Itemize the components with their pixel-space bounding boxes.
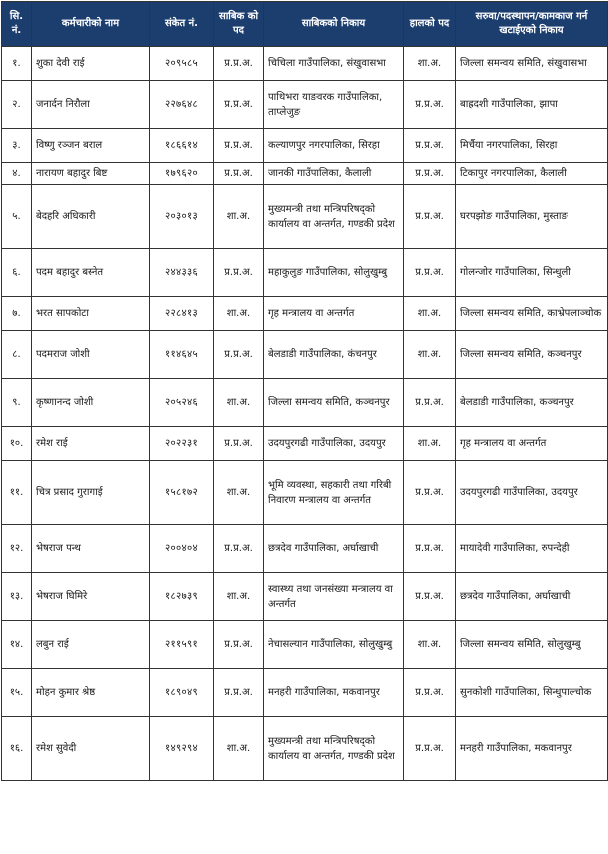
employee-name-cell: लबुन राई xyxy=(32,621,150,669)
serial-cell: ३. xyxy=(2,129,32,163)
old-post-cell: शा.अ. xyxy=(214,379,264,427)
old-office-cell: उदयपुरगढी गाउँपालिका, उदयपुर xyxy=(264,427,404,461)
table-header-row xyxy=(2,2,608,47)
new-post-cell: प्र.प्र.अ. xyxy=(404,249,456,297)
code-cell: १८२७३९ xyxy=(150,573,214,621)
header-new-office: सरुवा/पदस्थापन/कामकाज गर्न खटाईएको निकाय xyxy=(456,2,608,47)
old-post-cell: प्र.प्र.अ. xyxy=(214,427,264,461)
employee-name-cell: बेदहरि अधिकारी xyxy=(32,185,150,249)
old-post-cell: शा.अ. xyxy=(214,297,264,331)
employee-name-cell: मोहन कुमार श्रेष्ठ xyxy=(32,669,150,717)
old-post-cell: प्र.प्र.अ. xyxy=(214,81,264,129)
old-office-cell: कल्याणपुर नगरपालिका, सिरहा xyxy=(264,129,404,163)
new-post-cell: शा.अ. xyxy=(404,297,456,331)
new-post-cell: शा.अ. xyxy=(404,47,456,81)
old-post-cell: शा.अ. xyxy=(214,461,264,525)
header-old-office: साबिकको निकाय xyxy=(264,2,404,47)
new-post-cell: प्र.प्र.अ. xyxy=(404,461,456,525)
new-post-cell: शा.अ. xyxy=(404,331,456,379)
new-office-cell: जिल्ला समन्वय समिति, सोलुखुम्बु xyxy=(456,621,608,669)
new-office-cell: मिर्चैया नगरपालिका, सिरहा xyxy=(456,129,608,163)
code-cell: २००४०४ xyxy=(150,525,214,573)
serial-cell: १४. xyxy=(2,621,32,669)
old-office-cell: जिल्ला समन्वय समिति, कञ्चनपुर xyxy=(264,379,404,427)
old-office-cell: बेलडाडी गाउँपालिका, कंचनपुर xyxy=(264,331,404,379)
old-office-cell: नेचासल्यान गाउँपालिका, सोलुखुम्बु xyxy=(264,621,404,669)
table-row xyxy=(2,129,608,163)
old-office-cell: गृह मन्त्रालय वा अन्तर्गत xyxy=(264,297,404,331)
old-post-cell: शा.अ. xyxy=(214,573,264,621)
employee-name-cell: जनार्दन निरौला xyxy=(32,81,150,129)
new-post-cell: प्र.प्र.अ. xyxy=(404,379,456,427)
serial-cell: १६. xyxy=(2,717,32,781)
employee-name-cell: भरत सापकोटा xyxy=(32,297,150,331)
code-cell: ११४६४५ xyxy=(150,331,214,379)
new-post-cell: प्र.प्र.अ. xyxy=(404,525,456,573)
code-cell: १४९२९४ xyxy=(150,717,214,781)
new-office-cell: जिल्ला समन्वय समिति, संखुवासभा xyxy=(456,47,608,81)
header-serial: सि. नं. xyxy=(2,2,32,47)
transfer-table xyxy=(1,1,608,781)
new-post-cell: प्र.प्र.अ. xyxy=(404,81,456,129)
new-office-cell: मनहरी गाउँपालिका, मकवानपुर xyxy=(456,717,608,781)
employee-name-cell: पदम बहादुर बस्नेत xyxy=(32,249,150,297)
old-post-cell: प्र.प्र.अ. xyxy=(214,525,264,573)
new-post-cell: प्र.प्र.अ. xyxy=(404,669,456,717)
old-post-cell: प्र.प्र.अ. xyxy=(214,669,264,717)
new-post-cell: प्र.प्र.अ. xyxy=(404,185,456,249)
header-new-post: हालको पद xyxy=(404,2,456,47)
serial-cell: १३. xyxy=(2,573,32,621)
table-row xyxy=(2,525,608,573)
employee-name-cell: विष्णु रञ्जन बराल xyxy=(32,129,150,163)
old-office-cell: मनहरी गाउँपालिका, मकवानपुर xyxy=(264,669,404,717)
employee-name-cell: चित्र प्रसाद गुरागाई xyxy=(32,461,150,525)
serial-cell: ५. xyxy=(2,185,32,249)
code-cell: २०२२३१ xyxy=(150,427,214,461)
serial-cell: १०. xyxy=(2,427,32,461)
old-post-cell: प्र.प्र.अ. xyxy=(214,129,264,163)
table-row xyxy=(2,461,608,525)
employee-name-cell: कृष्णानन्द जोशी xyxy=(32,379,150,427)
new-office-cell: मायादेवी गाउँपालिका, रुपन्देही xyxy=(456,525,608,573)
header-old-post: साबिक को पद xyxy=(214,2,264,47)
old-office-cell: भूमि व्यवस्था, सहकारी तथा गरिबी निवारण मन्त्रालय वा अन्तर्गत xyxy=(264,461,404,525)
new-post-cell: शा.अ. xyxy=(404,621,456,669)
code-cell: १५८१७२ xyxy=(150,461,214,525)
table-row xyxy=(2,427,608,461)
new-post-cell: प्र.प्र.अ. xyxy=(404,573,456,621)
table-row xyxy=(2,379,608,427)
new-post-cell: प्र.प्र.अ. xyxy=(404,717,456,781)
code-cell: १८९०४९ xyxy=(150,669,214,717)
employee-name-cell: भेषराज घिमिरे xyxy=(32,573,150,621)
new-office-cell: गोलन्जोर गाउँपालिका, सिन्धुली xyxy=(456,249,608,297)
header-name: कर्मचारीको नाम xyxy=(32,2,150,47)
table-row xyxy=(2,297,608,331)
table-row xyxy=(2,185,608,249)
serial-cell: ११. xyxy=(2,461,32,525)
code-cell: २०९५८५ xyxy=(150,47,214,81)
new-post-cell: प्र.प्र.अ. xyxy=(404,163,456,185)
code-cell: २११५९१ xyxy=(150,621,214,669)
old-office-cell: चिचिला गाउँपालिका, संखुवासभा xyxy=(264,47,404,81)
old-office-cell: स्वास्थ्य तथा जनसंख्या मन्त्रालय वा अन्तर्गत xyxy=(264,573,404,621)
code-cell: २२८४१३ xyxy=(150,297,214,331)
code-cell: २०५२४६ xyxy=(150,379,214,427)
table-row xyxy=(2,163,608,185)
serial-cell: १. xyxy=(2,47,32,81)
serial-cell: १५. xyxy=(2,669,32,717)
code-cell: १७९६२० xyxy=(150,163,214,185)
table-row xyxy=(2,573,608,621)
serial-cell: ९. xyxy=(2,379,32,427)
serial-cell: २. xyxy=(2,81,32,129)
header-code: संकेत नं. xyxy=(150,2,214,47)
old-post-cell: शा.अ. xyxy=(214,717,264,781)
table-row xyxy=(2,81,608,129)
table-row xyxy=(2,331,608,379)
new-office-cell: बेलडाडी गाउँपालिका, कञ्चनपुर xyxy=(456,379,608,427)
old-office-cell: छत्रदेव गाउँपालिका, अर्घाखाची xyxy=(264,525,404,573)
code-cell: २२७६४८ xyxy=(150,81,214,129)
new-office-cell: छत्रदेव गाउँपालिका, अर्घाखाची xyxy=(456,573,608,621)
new-post-cell: प्र.प्र.अ. xyxy=(404,129,456,163)
serial-cell: ४. xyxy=(2,163,32,185)
old-office-cell: पाथिभरा याङवरक गाउँपालिका, ताप्लेजुङ xyxy=(264,81,404,129)
old-post-cell: प्र.प्र.अ. xyxy=(214,331,264,379)
new-office-cell: जिल्ला समन्वय समिति, कञ्चनपुर xyxy=(456,331,608,379)
serial-cell: ७. xyxy=(2,297,32,331)
table-row xyxy=(2,717,608,781)
table-row xyxy=(2,47,608,81)
old-office-cell: जानकी गाउँपालिका, कैलाली xyxy=(264,163,404,185)
serial-cell: १२. xyxy=(2,525,32,573)
new-office-cell: सुनकोशी गाउँपालिका, सिन्धुपाल्चोक xyxy=(456,669,608,717)
employee-name-cell: भेषराज पन्थ xyxy=(32,525,150,573)
new-office-cell: टिकापुर नगरपालिका, कैलाली xyxy=(456,163,608,185)
new-office-cell: उदयपुरगढी गाउँपालिका, उदयपुर xyxy=(456,461,608,525)
table-row xyxy=(2,669,608,717)
table-row xyxy=(2,249,608,297)
employee-name-cell: पदमराज जोशी xyxy=(32,331,150,379)
old-office-cell: मुख्यमन्त्री तथा मन्त्रिपरिषद्को कार्यालय वा अन्तर्गत, गण्डकी प्रदेश xyxy=(264,717,404,781)
old-post-cell: प्र.प्र.अ. xyxy=(214,163,264,185)
old-post-cell: प्र.प्र.अ. xyxy=(214,621,264,669)
new-office-cell: घरपझोङ गाउँपालिका, मुस्ताङ xyxy=(456,185,608,249)
new-office-cell: जिल्ला समन्वय समिति, काभ्रेपलाञ्चोक xyxy=(456,297,608,331)
table-row xyxy=(2,621,608,669)
employee-name-cell: रमेश सुवेदी xyxy=(32,717,150,781)
employee-name-cell: रमेश राई xyxy=(32,427,150,461)
old-office-cell: महाकुलुङ गाउँपालिका, सोलुखुम्बु xyxy=(264,249,404,297)
old-post-cell: शा.अ. xyxy=(214,185,264,249)
new-office-cell: गृह मन्त्रालय वा अन्तर्गत xyxy=(456,427,608,461)
employee-name-cell: नारायण बहादुर बिष्ट xyxy=(32,163,150,185)
code-cell: २४४३३६ xyxy=(150,249,214,297)
code-cell: १८६६१४ xyxy=(150,129,214,163)
new-post-cell: शा.अ. xyxy=(404,427,456,461)
old-office-cell: मुख्यमन्त्री तथा मन्त्रिपरिषद्को कार्यालय वा अन्तर्गत, गण्डकी प्रदेश xyxy=(264,185,404,249)
employee-name-cell: शुका देवी राई xyxy=(32,47,150,81)
old-post-cell: प्र.प्र.अ. xyxy=(214,249,264,297)
serial-cell: ६. xyxy=(2,249,32,297)
code-cell: २०३०१३ xyxy=(150,185,214,249)
old-post-cell: प्र.प्र.अ. xyxy=(214,47,264,81)
new-office-cell: बाह्रदशी गाउँपालिका, झापा xyxy=(456,81,608,129)
serial-cell: ८. xyxy=(2,331,32,379)
